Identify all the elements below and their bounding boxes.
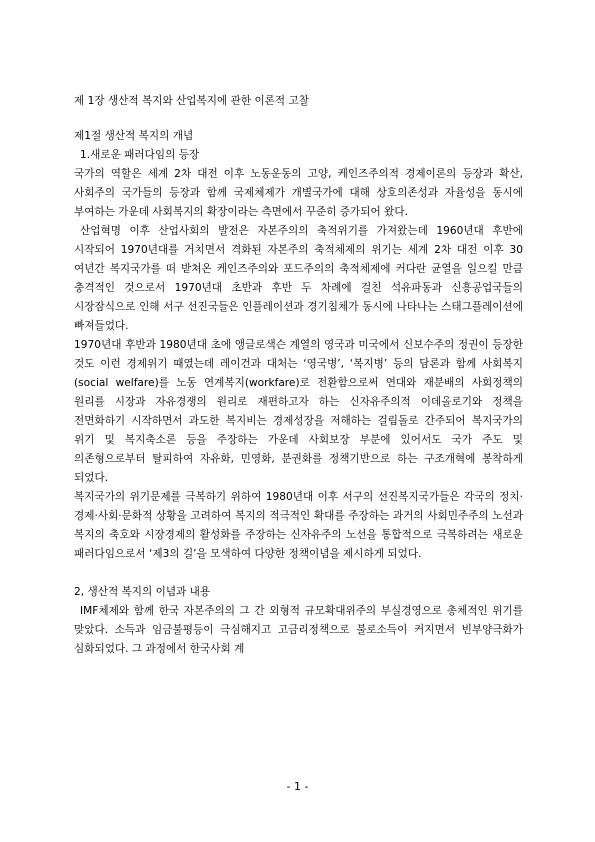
paragraph-3: 1970년대 후반과 1980년대 초에 앵글로색슨 계열의 영국과 미국에서 신보수주의 정권이 등장한 것도 이런 경제위기 때였는데 레이건과 대처는 ‘영국병’, ‘복지병’ 등의 담론과 함께 사회복지(social welfare)를 노동 연계복지(workfare)로 전환함으로써 연대와 재분배의 사회정책의 원리를 시장과 자유경쟁의 원리로 재편하고자 하는 신자유주의적 이데올로기와 정책을 전면화하기 시작하면서 과도한 복지비는 경제성장을 저해하는 걸림돌로 간주되어 복지국가의 위기 및 복지축소론 등을 주장하는 가운데 사회보장 부분에 있어서도 국가 주도 및 의존형으로부터 탈피하여 자유화, 민영화, 분권화를 정책기반으로 하는 구조개혁에 봉착하게 되었다. bbox=[74, 339, 523, 484]
subsection-title-1: 1.새로운 패러다임의 등장 bbox=[80, 149, 200, 161]
subsection-title-2: 2, 생산적 복지의 이념과 내용 bbox=[74, 586, 211, 598]
paragraph-2: 산업혁명 이후 산업사회의 발전은 자본주의의 축적위기를 가져왔는데 1960년대 후반에 시작되어 1970년대를 거치면서 격화된 자본주의 축적체제의 위기는 세계 2차 대전 이후 30 여년간 복지국가를 떠 받쳐온 케인즈주의와 포드주의의 축적체제에 커다란 균열을 일으킬 만큼 충격적인 것으로서 1970년대 초반과 후반 두 차례에 걸친 석유파동과 신흥공업국들의 시장잠식으로 인해 서구 선진국들은 인플레이션과 경기침체가 동시에 나타나는 스태그플레이션에 빠져들었다. bbox=[74, 225, 523, 332]
page-number: - 1 - bbox=[286, 780, 309, 793]
page-content bbox=[74, 92, 523, 659]
paragraph-4: 복지국가의 위기문제를 극복하기 위하여 1980년대 이후 서구의 선진복지국가들은 각국의 정치·경제·사회·문화적 상황을 고려하여 복지의 적극적인 확대를 주장하는 과거의 사회민주주의 노선과 복지의 축호와 시장경제의 활성화를 주장하는 신자유주의 노선을 통합적으로 극복하려는 새로운 패러다임으로서 ‘제3의 길’을 모색하여 다양한 정책이념을 제시하게 되었다. bbox=[74, 491, 523, 560]
paragraph-5: IMF체제와 함께 한국 자본주의의 그 간 외형적 규모확대위주의 부실경영으로 총체적인 위기를 맞았다. 소득과 임금불평등이 극심해지고 고금리정책으로 불로소득이 커지면서 빈부양극화가 심화되었다. 그 과정에서 한국사회 계 bbox=[74, 605, 523, 655]
paragraph-1: 국가의 역할은 세계 2차 대전 이후 노동운동의 고양, 케인즈주의적 경제이론의 등장과 확산, 사회주의 국가들의 등장과 함께 국제체제가 개별국가에 대해 상호의존성과 자율성을 동시에 부여하는 가운데 사회복지의 확장이라는 측면에서 꾸준히 증가되어 왔다. bbox=[74, 168, 523, 218]
section-title: 제1절 생산적 복지의 개념 bbox=[74, 130, 194, 142]
section-gap bbox=[74, 564, 523, 583]
chapter-title: 제 1장 생산적 복지와 산업복지에 관한 이론적 고찰 bbox=[74, 95, 309, 107]
